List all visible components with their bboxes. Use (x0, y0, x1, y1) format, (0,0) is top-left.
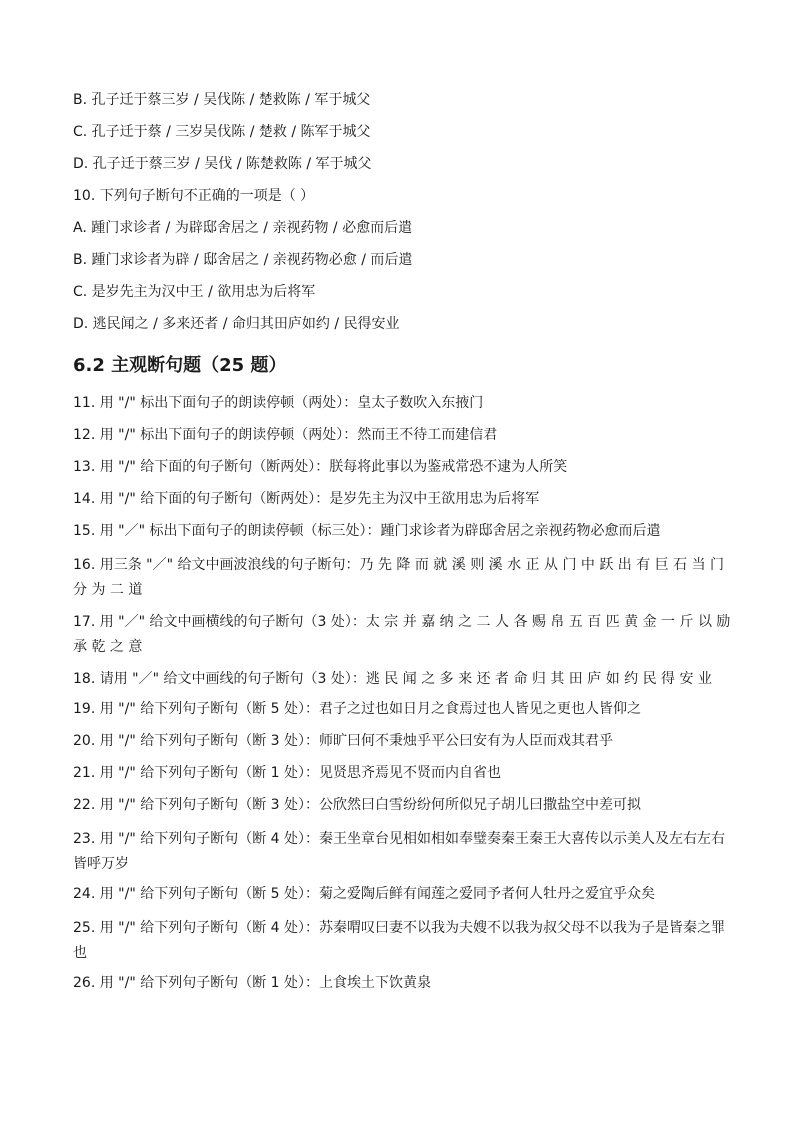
question-21: 21. 用 "/" 给下列句子断句（断 1 处）：见贤思齐焉见不贤而内自省也 (73, 765, 502, 781)
question-11: 11. 用 "/" 标出下面句子的朗读停顿（两处）：皇太子数吹入东掖门 (73, 395, 484, 411)
question-16: 16. 用三条 "／" 给文中画波浪线的句子断句：乃 先 降 而 就 溪 则 溪 水 正 从 门 中 跃 出 有 巨 石 当 门 分 为 二 道 (73, 557, 725, 598)
option-9d: D. 孔子迁于蔡三岁 / 吴伐 / 陈楚救陈 / 军于城父 (73, 156, 372, 172)
question-10: 10. 下列句子断句不正确的一项是（ ） (73, 188, 315, 204)
question-26: 26. 用 "/" 给下列句子断句（断 1 处）：上食埃土下饮黄泉 (73, 975, 432, 991)
option-10c: C. 是岁先主为汉中王 / 欲用忠为后将军 (73, 284, 316, 300)
option-10b: B. 踵门求诊者为辟 / 邸舍居之 / 亲视药物必愈 / 而后遣 (73, 252, 413, 268)
question-19: 19. 用 "/" 给下列句子断句（断 5 处）：君子之过也如日月之食焉过也人皆见之更也人皆仰之 (73, 701, 642, 717)
question-13: 13. 用 "/" 给下面的句子断句（断两处）：朕每将此事以为鉴戒常恐不逮为人所笑 (73, 459, 568, 475)
option-10d: D. 逃民闻之 / 多来还者 / 命归其田庐如约 / 民得安业 (73, 316, 400, 332)
question-15: 15. 用 "／" 标出下面句子的朗读停顿（标三处）：踵门求诊者为辟邸舍居之亲视药物必愈而后遣 (73, 523, 661, 539)
question-12: 12. 用 "/" 标出下面句子的朗读停顿（两处）：然而王不待工而建信君 (73, 427, 498, 443)
document-page (73, 90, 733, 1005)
question-23: 23. 用 "/" 给下列句子断句（断 4 处）：秦王坐章台见相如相如奉璧奏秦王秦王大喜传以示美人及左右左右皆呼万岁 (73, 831, 726, 872)
question-25: 25. 用 "/" 给下列句子断句（断 4 处）：苏秦喟叹曰妻不以我为夫嫂不以我为叔父母不以我为子是皆秦之罪也 (73, 920, 726, 961)
section-title: 6.2 主观断句题（25 题） (73, 355, 287, 376)
question-17: 17. 用 "／" 给文中画横线的句子断句（3 处）：太 宗 并 嘉 纳 之 二 人 各 赐 帛 五 百 匹 黄 金 一 斤 以 励 承 乾 之 意 (73, 614, 731, 655)
option-9c: C. 孔子迁于蔡 / 三岁吴伐陈 / 楚救 / 陈军于城父 (73, 124, 371, 140)
question-20: 20. 用 "/" 给下列句子断句（断 3 处）：师旷曰何不秉烛乎平公曰安有为人臣而戏其君乎 (73, 733, 614, 749)
question-24: 24. 用 "/" 给下列句子断句（断 5 处）：菊之爱陶后鲜有闻莲之爱同予者何人牡丹之爱宜乎众矣 (73, 886, 656, 902)
question-14: 14. 用 "/" 给下面的句子断句（断两处）：是岁先主为汉中王欲用忠为后将军 (73, 491, 540, 507)
option-9b: B. 孔子迁于蔡三岁 / 吴伐陈 / 楚救陈 / 军于城父 (73, 92, 371, 108)
option-10a: A. 踵门求诊者 / 为辟邸舍居之 / 亲视药物 / 必愈而后遣 (73, 220, 413, 236)
question-22: 22. 用 "/" 给下列句子断句（断 3 处）：公欣然曰白雪纷纷何所似兄子胡儿曰撒盐空中差可拟 (73, 797, 642, 813)
question-18: 18. 请用 "／" 给文中画线的句子断句（3 处）：逃 民 闻 之 多 来 还 者 命 归 其 田 庐 如 约 民 得 安 业 (73, 671, 712, 687)
